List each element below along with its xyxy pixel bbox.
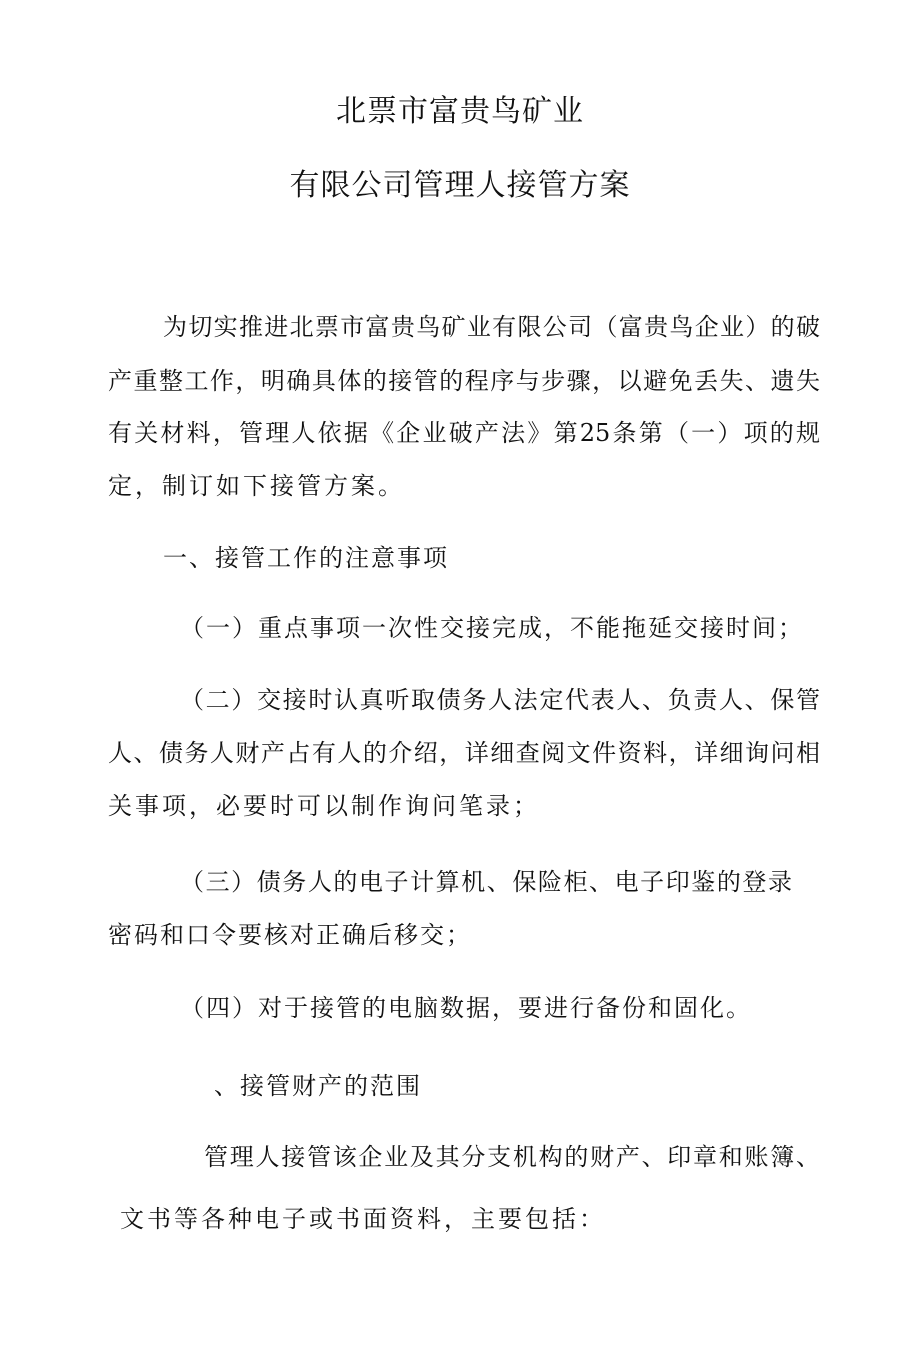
section-1-item-4: （四）对于接管的电脑数据，要进行备份和固化。 bbox=[180, 994, 752, 1022]
intro-line-4: 定，制订如下接管方案。 bbox=[108, 472, 405, 500]
document-title-line-2: 有限公司管理人接管方案 bbox=[289, 168, 631, 203]
section-1-item-2-line-2: 人、债务人财产占有人的介绍，详细查阅文件资料，详细询问相 bbox=[108, 739, 820, 767]
section-1-item-3-line-1: （三）债务人的电子计算机、保险柜、电子印鉴的登录 bbox=[180, 868, 792, 896]
section-1-heading: 一、接管工作的注意事项 bbox=[163, 544, 449, 572]
intro-line-3: 有关材料，管理人依据《企业破产法》第25条第（一）项的规 bbox=[108, 419, 820, 447]
intro-line-2: 产重整工作，明确具体的接管的程序与步骤，以避免丢失、遗失 bbox=[108, 367, 820, 395]
section-1-item-2-line-1: （二）交接时认真听取债务人法定代表人、负责人、保管 bbox=[180, 686, 820, 714]
document-title-line-1: 北票市富贵鸟矿业 bbox=[336, 94, 584, 129]
section-2-para-line-2: 文书等各种电子或书面资料，主要包括： bbox=[120, 1205, 606, 1233]
section-1-item-1: （一）重点事项一次性交接完成，不能拖延交接时间； bbox=[180, 614, 804, 642]
section-2-heading: 、接管财产的范围 bbox=[214, 1072, 422, 1100]
intro-line-1: 为切实推进北票市富贵鸟矿业有限公司（富贵鸟企业）的破 bbox=[163, 313, 820, 341]
section-1-item-3-line-2: 密码和口令要核对正确后移交； bbox=[108, 921, 472, 949]
section-1-item-2-line-3: 关事项，必要时可以制作询问笔录； bbox=[108, 792, 540, 820]
section-2-para-line-1: 管理人接管该企业及其分支机构的财产、印章和账簿、 bbox=[204, 1143, 820, 1171]
